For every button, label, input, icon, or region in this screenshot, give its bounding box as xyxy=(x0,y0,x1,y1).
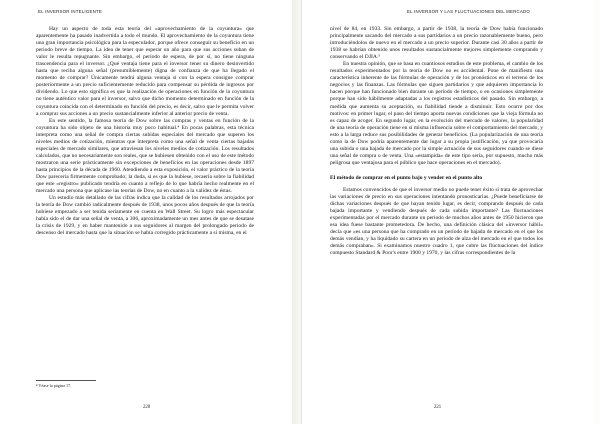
left-page xyxy=(0,0,292,424)
left-paragraph-1: Hay un aspecto de toda esta teoría del «aprovechamiento de la coyuntura» que aparentemente ha pasado inadvertida a todo el mundo. El aprovechamiento de la coyuntura tiene una gran importancia psicológica para la especulador, porque ofrece conseguir su beneficio en un periodo breve de tiempo. La idea de tener que esperar un año para que sus acciones suban de valor le resulta repugnante. Sin embargo, el período de espera, de por sí, no tiene ninguna trascendencia para el inversor. ¿Qué ventaja tiene para el inversor tener su dinero desinvertido hasta que reciba alguna señal (presumiblemente) digna de confianza de que ha llegado el momento de comprar? Únicamente tendrá alguna ventaja si con la espera consigue comprar posteriormente a un precio suficientemente reducido para compensar su pérdida de ingresos por dividendo. Lo que esto significa es que la realización de operaciones en función de la coyuntura no tiene auténtico valor para el inversor, salvo que dicho momento determinado en función de la coyuntura coincida con el determinado en función del precio, es decir, salvo que le permita volver a comprar sus acciones a un precio sustancialmente inferior al anterior precio de venta. xyxy=(36,26,254,117)
section-subheading: El método de comprar en el punto bajo y vender en el punto alto xyxy=(330,174,483,181)
right-paragraph-3: Estamos convencidos de que el inversor medio no puede tener éxito si trata de aprovechar las variaciones de precio en sus operaciones intentando pronosticarlas. ¿Puede beneficiarse de dichas variaciones después de que hayan tenido lugar, es decir, comprando después de cada bajada importante y vendiendo después de cada subida importante? Las fluctuaciones experimentadas por el mercado durante un periodo de muchos años antes de 1950 hicieron que esa idea fuese bastante prometedora. De hecho, una definición clásica del «inversor hábil» decía que «es una persona que ha comprado en un período de bajada de mercado en el que los demás vendían, y ha liquidado su cartera en un periodo de alza del mercado en el que todos los demás compraban». Si examinamos nuestro cuadro 1, que cubre las fluctuaciones del índice compuesto Standard & Poor's entre 1900 y 1970, y las cifras correspondientes de la xyxy=(330,186,543,257)
right-page-number: 221 xyxy=(434,405,442,410)
left-page-number: 220 xyxy=(143,405,151,410)
right-running-head: EL INVERSOR Y LAS FLUCTUACIONES DEL MERCADO xyxy=(407,9,531,14)
footnote-rule xyxy=(36,380,96,381)
section-spacer xyxy=(330,167,543,175)
right-paragraph-1: nivel de 84, en 1933. Sin embargo, a partir de 1938, la teoría de Dow había funcionado principalmente sacando del mercado a sus partidarios a un precio razonablemente bueno, pero introduciéndolos de nuevo en el mercado a un precio superior. Durante casi 30 años a partir de 1938 se habrían obtenido unos resultados sustancialmente mejores simplemente comprando y conservando el DJIA.⁵ xyxy=(330,26,543,61)
right-body-text xyxy=(330,26,543,257)
right-paragraph-2: En nuestra opinión, que se basa en cuantiosos estudios de este problema, el cambio de los resultados experimentados por la teoría de Dow no es accidental. Pone de manifiesto una característica inherente de las fórmulas de operación y de los pronósticos en el terreno de los negocios y las finanzas. Las fórmulas que siguen partidarios y que adquieren importancia lo hacen porque han funcionado bien durante un período de tiempo, o en ocasiones simplemente porque han sido hábilmente adaptadas a los registros estadísticos del pasado. Sin embargo, a medida que aumenta su aceptación, su fiabilidad tiende a disminuir. Esto ocurre por dos motivos: en primer lugar, el paso del tiempo aporta nuevas condiciones que la vieja fórmula no es capaz de acoger. En segundo lugar, en la evolución del mercado de valores, la popularidad de una teoría de operación tiene en sí misma influencia sobre el comportamiento del mercado, y esto a la larga reduce sus posibilidades de generar beneficios. (La popularización de una teoría como la de Dow podría aparentemente dar lugar a su propia justificación, ya que provocaría una subida o una bajada de mercado por la simple actuación de sus seguidores cuando se diese una señal de compra o de venta. Una «estampida» de este tipo sería, por supuesto, mucho más peligrosa que ventajosa para el público que hace operaciones en el mercado). xyxy=(330,61,543,166)
book-gutter xyxy=(292,0,301,424)
footnote: ⁴ Véase la página 17. xyxy=(36,383,72,388)
left-running-head: EL INVERSOR INTELIGENTE xyxy=(38,9,102,14)
left-body-text xyxy=(36,26,254,237)
left-paragraph-3: Un estudio más detallado de las cifras indica que la calidad de los resultados arrojados por la teoría de Dow cambió radicalmente después de 1938, unos pocos años después de que la teoría hubiese empezado a ser tenida seriamente en cuenta en Wall Street. Su logro más espectacular había sido el de dar una señal de venta, a 306, aproximadamente un mes antes de que se desatase la crisis de 1929, y en haber mantenido a sus seguidores al margen del prolongado periodo de descenso del mercado hasta que la situación se había corregido prácticamente a sí misma, en el xyxy=(36,195,254,237)
left-paragraph-2: En este sentido, la famosa teoría de Dow sobre las compras y ventas en función de la coyuntura ha sido objeto de una historia muy poco habitual.⁴ En pocas palabras, esta técnica interpreta como una señal de compra ciertas subidas especiales del mercado que superen los niveles medios de cotización, mientras que interpreta como una señal de venta ciertas bajadas especiales de mercado similares, que atraviesan los niveles medios de cotización. Los resultados calculados, que no necesariamente son reales, que se hubiesen obtenido con el uso de este método mostraron una serie prácticamente sin excepciones de beneficios en las operaciones desde 1897 hasta principios de la década de 1960. Atendiendo a esta exposición, el valor práctico de la teoría Dow parecería firmemente comprobado; la duda, si es que la hubiese, recaería sobre la fiabilidad que este «registro» publicado tendría en cuanto a reflejo de lo que habría hecho realmente en el mercado una persona que aplicase las teorías de Dow, no en cuanto a la validez de éstas. xyxy=(36,117,254,195)
right-page xyxy=(301,0,593,424)
